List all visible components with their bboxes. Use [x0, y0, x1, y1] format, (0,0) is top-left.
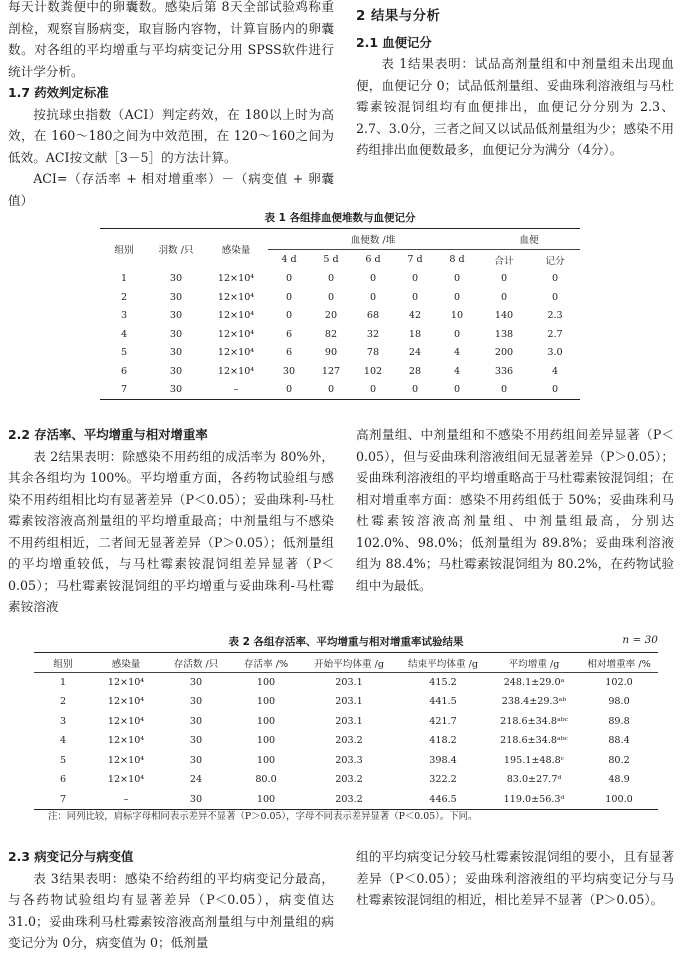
table-cell: 0: [453, 273, 461, 285]
table-cell: 203.1: [335, 677, 363, 688]
table-cell: 195.1±48.8ᶜ: [503, 754, 565, 766]
table2-row: [34, 790, 658, 810]
table1-row: [100, 288, 580, 307]
table-cell: 30: [189, 754, 203, 766]
table-cell: 30: [189, 735, 203, 747]
table2-header-cell: 相对增重率 /%: [587, 658, 651, 670]
table-cell: 6: [285, 347, 293, 359]
table-cell: 2: [120, 291, 128, 303]
table-cell: 248.1±29.0ᵃ: [503, 677, 565, 688]
table2-header-cell: 开始平均体重 /g: [314, 658, 384, 670]
table-cell: 100: [256, 754, 276, 766]
table-cell: 100: [256, 735, 276, 747]
table1-header-infect: 感染量: [221, 245, 251, 257]
table-cell: 90: [324, 347, 338, 359]
table1-caption: 表 1 各组排血便堆数与血便记分: [264, 212, 416, 224]
table-cell: 18: [408, 328, 422, 340]
aci-paragraph: 按抗球虫指数（ACI）判定药效，在 180以上时为高效，在 160～180之间为中效范围，在 120～160之间为低效。ACI按文献［3－5］的方法计算。: [8, 106, 334, 165]
table1-header-day: 4 d: [281, 254, 297, 266]
table-cell: 0: [327, 273, 335, 285]
table2-row: [34, 712, 658, 732]
table-cell: 102.0: [605, 677, 633, 688]
table-cell: 6: [120, 365, 128, 377]
table-cell: 1: [59, 677, 67, 688]
table1-header-day: 8 d: [449, 254, 465, 266]
table-cell: 140: [494, 310, 514, 322]
table-cell: 5: [120, 347, 128, 359]
table-cell: 0: [369, 273, 377, 285]
table-cell: 0: [411, 384, 419, 395]
aci-formula: ACI=（存活率 + 相对增重率）－（病变值 + 卵囊值）: [8, 171, 334, 208]
table-cell: 100: [256, 677, 276, 688]
table-cell: 7: [120, 384, 128, 395]
table-cell: 3.0: [547, 347, 563, 359]
table-cell: 4: [551, 365, 559, 377]
table-cell: 0: [369, 291, 377, 303]
table-cell: 10: [450, 310, 464, 322]
survival-paragraph-right: 高剂量组、中剂量组和不感染不用药组间差异显著（P＜0.05），但与妥曲珠利溶液组间无显著差异（P＞0.05）；妥曲珠利溶液组的平均增重略高于马杜霉素铵混饲组；在相对增重率方面：感染不用药组低于 50%；妥曲珠利马杜霉素铵溶液高剂量组、中剂量组最高，分别达 102.0%、98.0%；低剂量组为 89.8%；妥曲珠利溶液组为 88.4%；马杜霉素铵混饲组为 80.2%，在药物试验组中为最低。: [356, 427, 674, 593]
table-cell: 7: [59, 793, 67, 805]
table2-header-cell: 存活数 /只: [173, 658, 219, 670]
table-cell: 30: [169, 365, 183, 377]
table-cell: –: [123, 793, 129, 805]
table2-caption: [34, 634, 658, 649]
table1: [100, 228, 580, 400]
section-2-2-left: [8, 424, 334, 618]
table-cell: 398.4: [429, 754, 457, 766]
table-cell: 6: [285, 328, 293, 340]
table-cell: 30: [169, 347, 183, 359]
table-cell: 28: [408, 365, 422, 377]
section-2-3-right: [356, 846, 674, 911]
section-heading-1-7: 1.7 药效判定标准: [8, 85, 109, 100]
table-cell: 100: [256, 715, 276, 727]
table-cell: 83.0±27.7ᵈ: [506, 774, 562, 786]
lesion-paragraph-right: 组的平均病变记分较马杜霉素铵混饲组的要小，且有显著差异（P＜0.05）；妥曲珠利溶液组的平均病变记分与马杜霉素铵混饲组的相近，相比差异不显著（P＞0.05）。: [356, 849, 674, 907]
table-cell: 3: [59, 715, 67, 727]
table-cell: 80.0: [255, 774, 277, 786]
table1-header-score: 记分: [545, 255, 565, 267]
table-cell: 0: [285, 291, 293, 303]
table-cell: 12×10⁴: [107, 696, 145, 708]
table-cell: 4: [453, 347, 461, 359]
table-cell: 48.9: [608, 774, 630, 786]
table-cell: 203.2: [335, 793, 363, 805]
table-cell: 203.1: [335, 715, 363, 727]
table-cell: 0: [327, 291, 335, 303]
table2: [34, 652, 658, 810]
lesion-paragraph-left: 表 3结果表明：感染不给药组的平均病变记分最高，与各药物试验组均有显著差异（P＜0.05），病变值达 31.0；妥曲珠利马杜霉素铵溶液高剂量组与中剂量组的病变记分为 0分，病变值为 0；低剂量: [8, 870, 334, 950]
table-cell: 203.2: [335, 774, 363, 786]
table-cell: 30: [189, 677, 203, 688]
table-cell: 0: [369, 384, 377, 395]
table-cell: 2.3: [547, 310, 563, 322]
table1-header-day: 5 d: [323, 254, 339, 266]
table-cell: 2: [59, 696, 67, 708]
table2-row: [34, 751, 658, 771]
table-cell: 0: [327, 384, 335, 395]
table-cell: 30: [169, 273, 183, 285]
table-cell: 0: [411, 273, 419, 285]
table-cell: 138: [494, 328, 514, 340]
table-cell: 238.4±29.3ᵃᵇ: [501, 696, 567, 708]
table-cell: 30: [282, 365, 296, 377]
table-cell: 0: [285, 273, 293, 285]
table-cell: 5: [59, 754, 67, 766]
table-cell: 100.0: [605, 793, 633, 805]
table-cell: 12×10⁴: [217, 347, 255, 359]
table-cell: 446.5: [429, 793, 457, 805]
table-cell: 127: [321, 365, 341, 377]
table1-row: [100, 381, 580, 400]
table2-header-cell: 组别: [53, 658, 73, 670]
table-cell: 418.2: [429, 735, 457, 747]
table-cell: 4: [120, 328, 128, 340]
table-cell: 100: [256, 696, 276, 708]
table-cell: 336: [494, 365, 514, 377]
table-cell: 4: [59, 735, 67, 747]
table2-row: [34, 731, 658, 751]
table-cell: 0: [551, 273, 559, 285]
table2-note: 注：同列比较，肩标字母相同表示差异不显著（P＞0.05），字母不同表示差异显著（P＜0.05）。下同。: [48, 811, 478, 822]
table-cell: 0: [285, 384, 293, 395]
table-cell: 203.1: [335, 696, 363, 708]
table1-header-blood: 血便: [478, 229, 580, 250]
table-cell: 24: [189, 774, 203, 786]
table-cell: 218.6±34.8ᵃᵇᶜ: [500, 735, 568, 747]
table-cell: 12×10⁴: [217, 328, 255, 340]
methods-paragraph: 每天计数粪便中的卵囊数。感染后第 8天全部试验鸡称重剖检，观察盲肠病变，取盲肠内容物，计算盲肠内的卵囊数。对各组的平均增重与平均病变记分用 SPSS软件进行统计学分析。: [8, 0, 334, 79]
section-heading-2-2: 2.2 存活率、平均增重与相对增重率: [8, 427, 208, 442]
section-2-3-left: [8, 846, 334, 954]
table-cell: 441.5: [429, 696, 457, 708]
table-cell: 32: [366, 328, 380, 340]
table-cell: 30: [169, 310, 183, 322]
table2-header-cell: 存活率 /%: [243, 658, 289, 670]
table2-row: [34, 770, 658, 790]
table-cell: 30: [189, 696, 203, 708]
table1-header-count: 羽数 /只: [158, 245, 194, 257]
table-cell: 80.2: [608, 754, 630, 766]
table-cell: 82: [324, 328, 338, 340]
table2-header-cell: 结束平均体重 /g: [408, 658, 478, 670]
survival-paragraph-left: 表 2结果表明：除感染不用药组的成活率为 80%外，其余各组均为 100%。平均增重方面，各药物试验组与感染不用药组相比均有显著差异（P＜0.05）；妥曲珠利-马杜霉素铵溶液高剂量组的平均增重最高；中剂量组与不感染不用药组相近，二者间无显著差异（P＞0.05）；低剂量组的平均增重较低，与马杜霉素铵混饲组差异显著（P＜0.05）；马杜霉素铵混饲组的平均增重与妥曲珠利-马杜霉素铵溶液: [8, 448, 334, 614]
table-cell: 0: [453, 291, 461, 303]
table-cell: 200: [494, 347, 514, 359]
table1-header-total: 合计: [494, 255, 514, 267]
table-cell: 0: [500, 273, 508, 285]
table-cell: 203.3: [335, 754, 363, 766]
table1-row: [100, 362, 580, 381]
table-cell: 12×10⁴: [217, 365, 255, 377]
table1-row: [100, 307, 580, 326]
section-heading-2: 2 结果与分析: [356, 9, 441, 24]
table-cell: 218.6±34.8ᵃᵇᶜ: [500, 715, 568, 727]
section-heading-2-3: 2.3 病变记分与病变值: [8, 849, 134, 864]
table-cell: 12×10⁴: [107, 774, 145, 786]
table-cell: 88.4: [608, 735, 630, 747]
table2-row: [34, 673, 658, 693]
table1-row: [100, 325, 580, 344]
table2-header-cell: 平均增重 /g: [508, 658, 560, 670]
table2-caption-text: 表 2 各组存活率、平均增重与相对增重率试验结果: [228, 636, 464, 648]
table-cell: 119.0±56.3ᵈ: [503, 793, 565, 805]
table2-header-cell: 感染量: [111, 658, 141, 670]
table-cell: 24: [408, 347, 422, 359]
table-cell: 0: [411, 291, 419, 303]
table-cell: 0: [285, 310, 293, 322]
table-cell: 0: [453, 328, 461, 340]
table2-header-row: [34, 653, 658, 673]
table1-row: [100, 270, 580, 289]
table-cell: 1: [120, 273, 128, 285]
table-cell: 12×10⁴: [107, 715, 145, 727]
table-cell: 68: [366, 310, 380, 322]
table-cell: 100: [256, 793, 276, 805]
table-cell: 203.2: [335, 735, 363, 747]
table-cell: 30: [169, 384, 183, 395]
table-cell: 89.8: [608, 715, 630, 727]
table-cell: 0: [453, 384, 461, 395]
section-heading-2-1: 2.1 血便记分: [356, 34, 432, 50]
table-cell: –: [233, 384, 239, 395]
table-cell: 12×10⁴: [217, 273, 255, 285]
table-cell: 78: [366, 347, 380, 359]
table-cell: 12×10⁴: [107, 735, 145, 747]
table-cell: 0: [551, 384, 559, 395]
table-cell: 30: [189, 793, 203, 805]
table-cell: 0: [500, 291, 508, 303]
table-cell: 30: [169, 328, 183, 340]
blood-stool-paragraph: 表 1结果表明：试品高剂量组和中剂量组未出现血便，血便记分 0；试品低剂量组、妥曲珠利溶液组与马杜霉素铵混饲组均有血便排出，血便记分分别为 2.3、2.7、3.0分，三者之间又以试品低剂量组为少；感染不用药组排出血便数最多，血便记分为满分（4分）。: [356, 56, 674, 157]
table-cell: 0: [551, 291, 559, 303]
table-cell: 4: [453, 365, 461, 377]
table-cell: 12×10⁴: [217, 310, 255, 322]
table-cell: 421.7: [429, 715, 457, 727]
table-cell: 3: [120, 310, 128, 322]
table1-header-day: 6 d: [365, 254, 381, 266]
table-cell: 12×10⁴: [107, 677, 145, 688]
table1-header-group: 组别: [114, 245, 134, 257]
table-cell: 42: [408, 310, 422, 322]
table-cell: 30: [169, 291, 183, 303]
table-cell: 0: [500, 384, 508, 395]
table-cell: 12×10⁴: [107, 754, 145, 766]
left-top-column: [8, 0, 334, 211]
table-cell: 415.2: [429, 677, 457, 688]
table-cell: 6: [59, 774, 67, 786]
table-cell: 20: [324, 310, 338, 322]
table1-header-day: 7 d: [407, 254, 423, 266]
table2-n-label: n = 30: [622, 634, 658, 646]
table-cell: 12×10⁴: [217, 291, 255, 303]
right-top-column: [356, 6, 674, 161]
table-cell: 98.0: [608, 696, 630, 708]
table-cell: 322.2: [429, 774, 457, 786]
table-cell: 2.7: [547, 328, 563, 340]
section-2-2-right: [356, 424, 674, 596]
table-cell: 102: [363, 365, 383, 377]
table2-row: [34, 692, 658, 712]
table1-header-blood-count: 血便数 /堆: [268, 229, 478, 250]
table1-row: [100, 344, 580, 363]
table-cell: 30: [189, 715, 203, 727]
